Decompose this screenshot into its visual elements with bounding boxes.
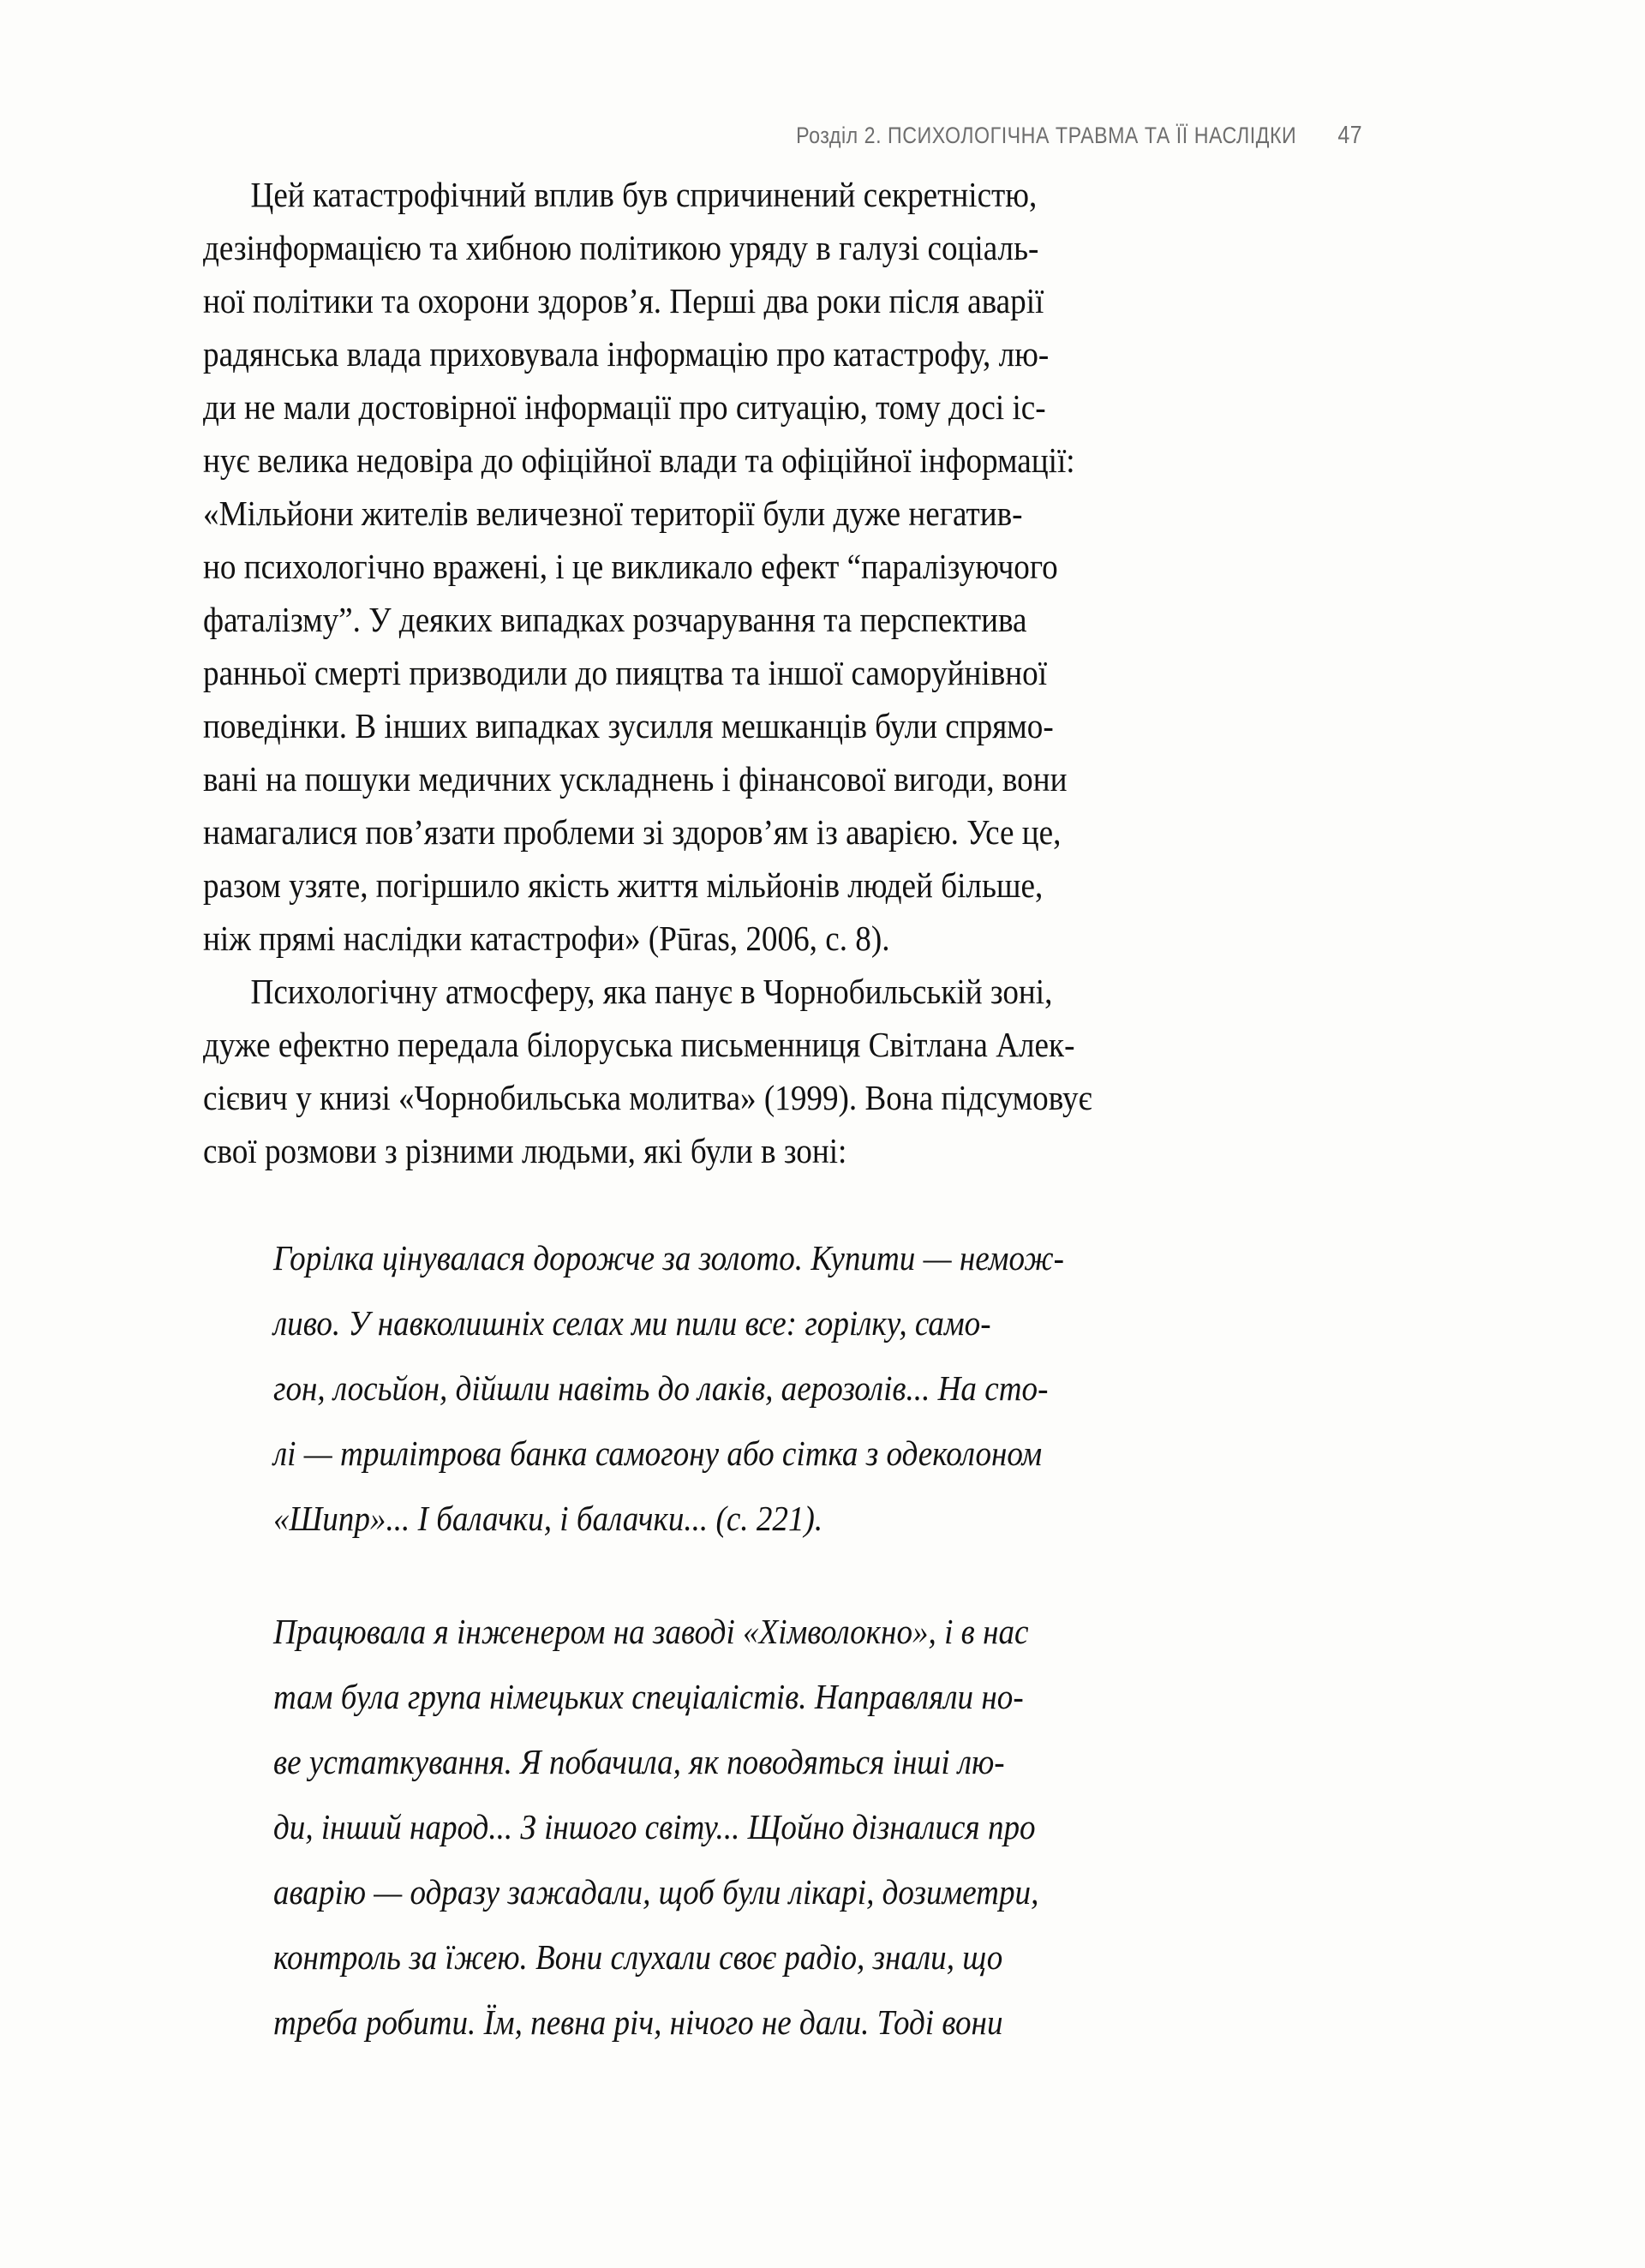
text-line: сієвич у книзі «Чорнобильська молитва» (1999). Вона підсумовує — [203, 1078, 1092, 1117]
quote-line: Працювала я інженером на заводі «Хімволокно», і в нас — [273, 1612, 1029, 1651]
quote-line: контроль за їжею. Вони слухали своє радіо, знали, що — [273, 1937, 1003, 1977]
paragraph-1 — [203, 168, 1377, 965]
quote-line: там була група німецьких спеціалістів. Направляли но- — [273, 1677, 1024, 1716]
text-line: дезінформацією та хибною політикою уряду в галузі соціаль- — [203, 228, 1039, 267]
text-line: Психологічну атмосферу, яка панує в Чорнобильській зоні, — [250, 972, 1053, 1011]
quote-line: треба робити. Їм, певна річ, нічого не дали. Тоді вони — [273, 2002, 1003, 2042]
text-line: свої розмови з різними людьми, які були в зоні: — [203, 1131, 847, 1170]
text-line: намагалися пов’язати проблеми зі здоров’ям із аварією. Усе це, — [203, 812, 1062, 852]
spacer — [203, 1177, 1377, 1225]
running-head-title: Розділ 2. ПСИХОЛОГІЧНА ТРАВМА ТА ЇЇ НАСЛІДКИ — [796, 123, 1297, 148]
quote-line: «Шипр»... І балачки, і балачки... (с. 221). — [273, 1499, 823, 1538]
quote-line: ди, інший народ... З іншого світу... Щойно дізналися про — [273, 1807, 1036, 1846]
quote-line: Горілка цінувалася дорожче за золото. Купити — немож- — [273, 1238, 1064, 1278]
quote-line: гон, лосьйон, дійшли навіть до лаків, аерозолів... На сто- — [273, 1368, 1049, 1408]
text-line: ди не мали достовірної інформації про ситуацію, тому досі іс- — [203, 387, 1046, 427]
text-line: «Мільйони жителів величезної території були дуже негатив- — [203, 494, 1023, 533]
text-line: но психологічно вражені, і це викликало ефект “паралізуючого — [203, 547, 1058, 586]
text-line: вані на пошуки медичних ускладнень і фінансової вигоди, вони — [203, 759, 1068, 799]
text-line: Цей катастрофічний вплив був спричинений секретністю, — [250, 175, 1038, 214]
spacer — [203, 1551, 1377, 1599]
quote-line: ливо. У навколишніх селах ми пили все: горілку, само- — [273, 1303, 991, 1343]
page-number: 47 — [1337, 122, 1363, 149]
text-line: ранньої смерті призводили до пияцтва та іншої саморуйнівної — [203, 653, 1048, 692]
text-line: радянська влада приховувала інформацію про катастрофу, лю- — [203, 334, 1050, 374]
paragraph-2 — [203, 965, 1377, 1177]
block-quote-1 — [203, 1225, 1377, 1551]
text-line: ної політики та охорони здоров’я. Перші два роки після аварії — [203, 281, 1044, 320]
quote-line: ве устаткування. Я побачила, як поводяться інші лю- — [273, 1742, 1005, 1781]
text-line: нує велика недовіра до офіційної влади та офіційної інформації: — [203, 440, 1075, 480]
text-column — [203, 168, 1377, 2055]
quote-line: лі — трилітрова банка самогону або сітка з одеколоном — [273, 1433, 1043, 1473]
text-line: поведінки. В інших випадках зусилля мешканців були спрямо- — [203, 706, 1054, 745]
text-line: фаталізму”. У деяких випадках розчарування та перспектива — [203, 600, 1027, 639]
text-line: разом узяте, погіршило якість життя мільйонів людей більше, — [203, 865, 1044, 905]
quote-line: аварію — одразу зажадали, щоб були лікарі, дозиметри, — [273, 1872, 1039, 1912]
text-line: дуже ефектно передала білоруська письменниця Світлана Алек- — [203, 1025, 1075, 1064]
text-line: ніж прямі наслідки катастрофи» (Pūras, 2006, с. 8). — [203, 919, 890, 958]
block-quote-2 — [203, 1599, 1377, 2055]
running-head — [290, 122, 1362, 150]
